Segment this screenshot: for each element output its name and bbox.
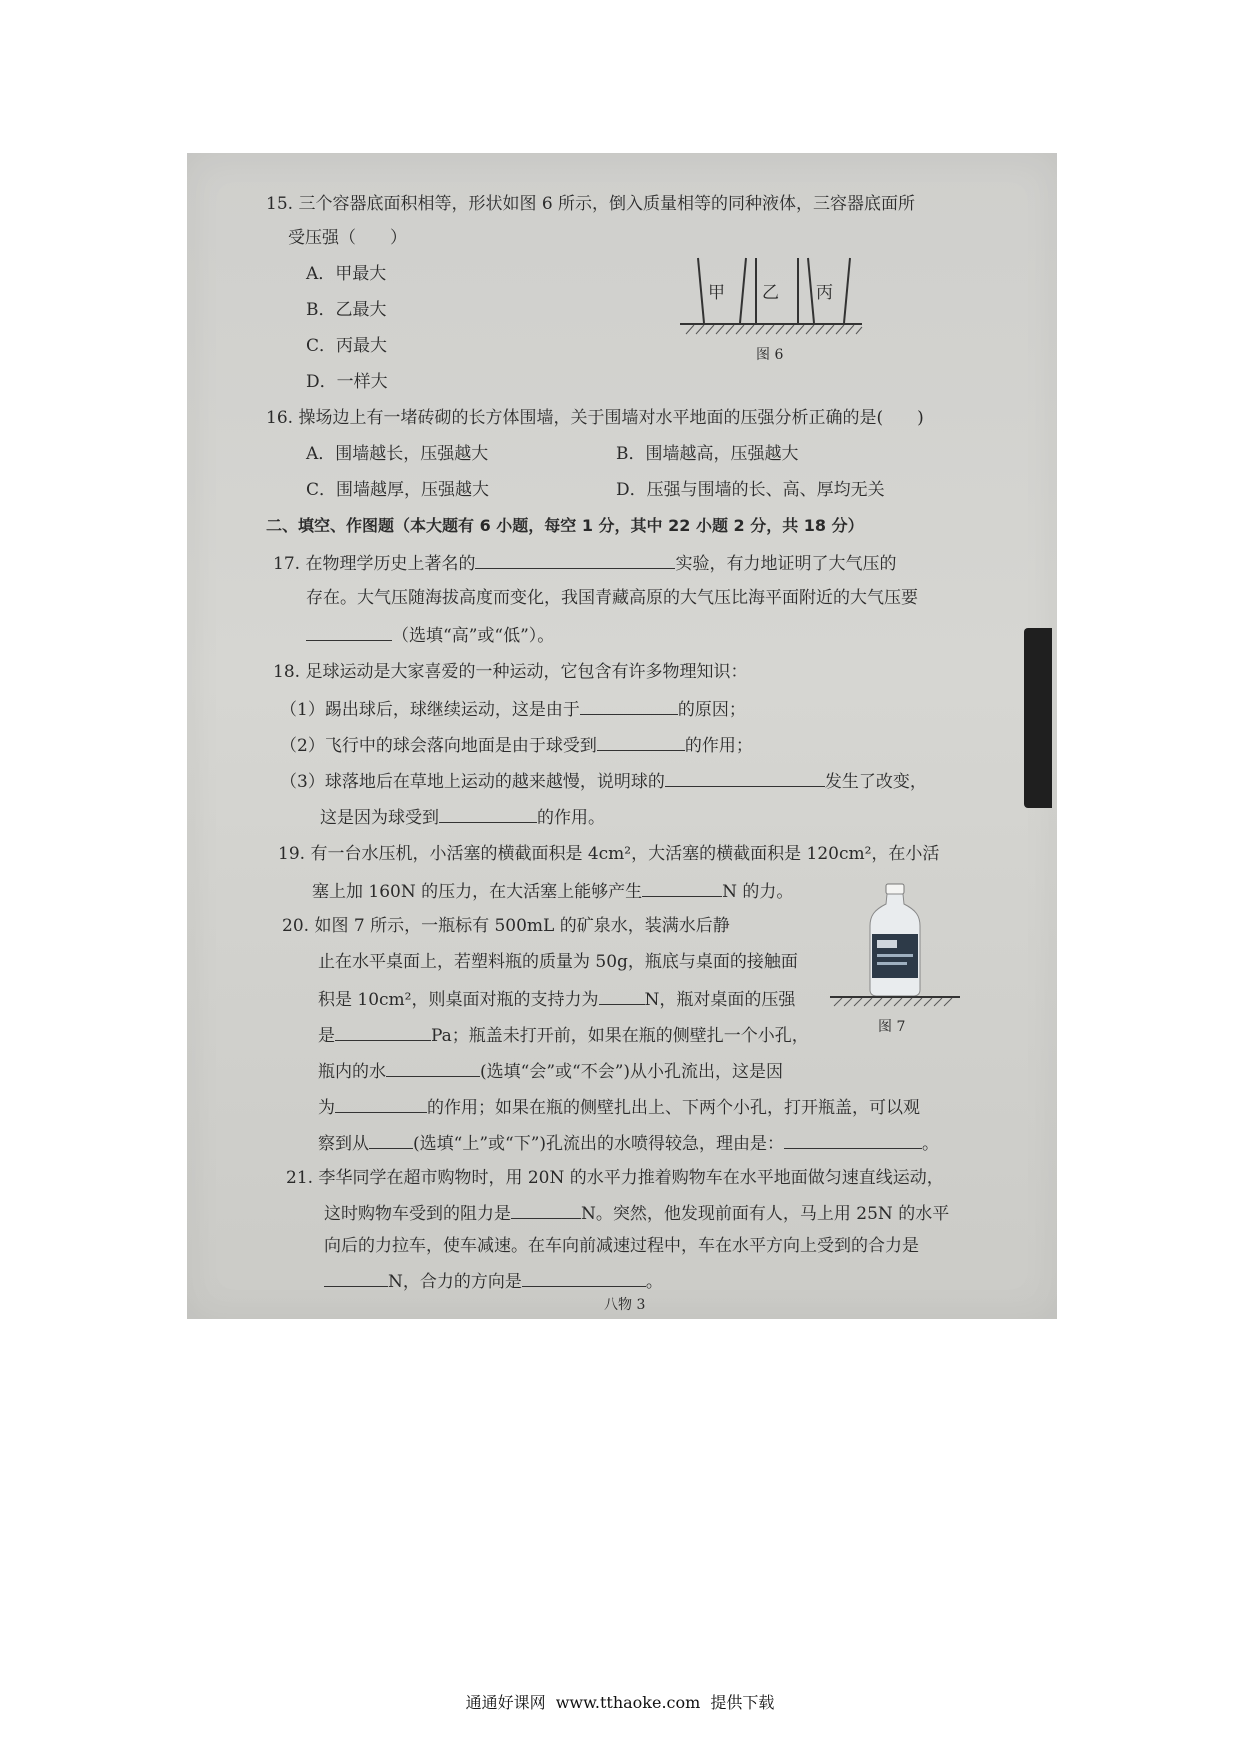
q18-part3 bbox=[280, 768, 927, 794]
q20-text-6b: 的作用；如果在瓶的侧壁扎出上、下两个小孔，打开瓶盖，可以观 bbox=[427, 1098, 920, 1118]
q20-blank-2[interactable] bbox=[335, 1022, 431, 1041]
q18-p3-text-d: 的作用。 bbox=[537, 808, 605, 828]
q15-option-b: B．乙最大 bbox=[306, 300, 387, 320]
q16-option-d: D．压强与围墙的长、高、厚均无关 bbox=[616, 480, 885, 500]
q18-p1-text-a: （1）踢出球后，球继续运动，这是由于 bbox=[280, 700, 580, 720]
q21-line1: 21. 李华同学在超市购物时，用 20N 的水平力推着购物车在水平地面做匀速直线运动， bbox=[286, 1168, 944, 1188]
q17-text-a: 17. 在物理学历史上著名的 bbox=[273, 554, 476, 574]
q18-blank-4[interactable] bbox=[439, 804, 537, 823]
q20-blank-6[interactable] bbox=[784, 1130, 922, 1149]
q18-part2 bbox=[280, 732, 753, 758]
q20-line2: 止在水平桌面上，若塑料瓶的质量为 50g，瓶底与桌面的接触面 bbox=[318, 952, 798, 972]
q20-text-5a: 瓶内的水 bbox=[318, 1062, 386, 1082]
download-note bbox=[0, 1690, 1240, 1713]
q20-line7 bbox=[318, 1130, 939, 1156]
q20-line1: 20. 如图 7 所示，一瓶标有 500mL 的矿泉水，装满水后静 bbox=[282, 916, 730, 936]
q20-blank-3[interactable] bbox=[386, 1058, 480, 1077]
q17-blank-1[interactable] bbox=[475, 550, 675, 569]
q21-blank-3[interactable] bbox=[522, 1268, 646, 1287]
q18-part3-cont bbox=[320, 804, 605, 830]
q18-p3-text-b: 发生了改变， bbox=[824, 772, 927, 792]
q18-p1-text-b: 的原因； bbox=[677, 700, 746, 720]
q20-text-7c: 。 bbox=[922, 1134, 940, 1154]
q16-option-b: B．围墙越高，压强越大 bbox=[616, 444, 799, 464]
q19-blank[interactable] bbox=[642, 878, 722, 897]
q18-blank-3[interactable] bbox=[665, 768, 825, 787]
figure-6-label-yi: 乙 bbox=[762, 283, 779, 303]
q20-text-3b: N，瓶对桌面的压强 bbox=[644, 990, 796, 1010]
q16-option-c: C．围墙越厚，压强越大 bbox=[306, 480, 490, 500]
q20-text-5b: (选填“会”或“不会”)从小孔流出，这是因 bbox=[480, 1062, 784, 1082]
q20-line3 bbox=[318, 986, 795, 1012]
q21-line4 bbox=[324, 1268, 663, 1294]
q21-text-2b: N。突然，他发现前面有人，马上用 25N 的水平 bbox=[581, 1204, 950, 1224]
q20-text-7a: 察到从 bbox=[318, 1134, 369, 1154]
q16-stem: 16. 操场边上有一堵砖砌的长方体围墙，关于围墙对水平地面的压强分析正确的是( ) bbox=[266, 408, 924, 428]
q19-line2 bbox=[312, 878, 793, 904]
q19-text-a: 塞上加 160N 的压力，在大活塞上能够产生 bbox=[312, 882, 643, 902]
q20-line4 bbox=[318, 1022, 809, 1048]
q20-line5 bbox=[318, 1058, 783, 1084]
binder-clip bbox=[1024, 628, 1052, 808]
q20-line6 bbox=[318, 1094, 920, 1120]
figure-6-label-bing: 丙 bbox=[816, 283, 833, 303]
q20-text-4a: 是 bbox=[318, 1026, 335, 1046]
q21-line2 bbox=[324, 1200, 949, 1226]
page-number: 八物 3 bbox=[604, 1297, 646, 1313]
q17-text-b: 实验，有力地证明了大气压的 bbox=[675, 554, 897, 574]
q20-text-4b: Pa；瓶盖未打开前，如果在瓶的侧壁扎一个小孔， bbox=[431, 1026, 809, 1046]
q20-text-7b: (选填“上”或“下”)孔流出的水喷得较急，理由是： bbox=[413, 1134, 785, 1154]
figure-6-caption: 图 6 bbox=[756, 347, 784, 363]
q21-blank-2[interactable] bbox=[324, 1268, 388, 1287]
q15-line2: 受压强（ ） bbox=[288, 228, 407, 248]
q18-p2-text-a: （2）飞行中的球会落向地面是由于球受到 bbox=[280, 736, 597, 756]
figure-7-caption: 图 7 bbox=[878, 1019, 906, 1035]
q15-line1: 15. 三个容器底面积相等，形状如图 6 所示，倒入质量相等的同种液体，三容器底面所 bbox=[266, 194, 916, 214]
q17-line3 bbox=[306, 622, 554, 648]
q21-line3: 向后的力拉车，使车减速。在车向前减速过程中，车在水平方向上受到的合力是 bbox=[324, 1236, 919, 1256]
q21-blank-1[interactable] bbox=[511, 1200, 581, 1219]
q19-line1: 19. 有一台水压机，小活塞的横截面积是 4cm²，大活塞的横截面积是 120cm²，在小活 bbox=[278, 844, 940, 864]
download-action: 提供下载 bbox=[710, 1693, 775, 1712]
q20-blank-1[interactable] bbox=[599, 986, 645, 1005]
q16-option-a: A．围墙越长，压强越大 bbox=[306, 444, 489, 464]
q20-blank-5[interactable] bbox=[369, 1130, 413, 1149]
q21-text-4a: N，合力的方向是 bbox=[388, 1272, 522, 1292]
q15-option-a: A．甲最大 bbox=[306, 264, 387, 284]
q18-p3-text-c: 这是因为球受到 bbox=[320, 808, 439, 828]
q19-text-b: N 的力。 bbox=[722, 882, 794, 902]
download-url[interactable]: www.tthaoke.com bbox=[555, 1693, 701, 1712]
q20-blank-4[interactable] bbox=[335, 1094, 427, 1113]
q18-blank-2[interactable] bbox=[597, 732, 685, 751]
q17-blank-2[interactable] bbox=[306, 622, 392, 641]
q15-option-c: C．丙最大 bbox=[306, 336, 388, 356]
q20-text-6a: 为 bbox=[318, 1098, 335, 1118]
q17-text-d: （选填“高”或“低”）。 bbox=[392, 626, 555, 646]
section-2-heading: 二、填空、作图题（本大题有 6 小题，每空 1 分，其中 22 小题 2 分，共 18 分） bbox=[266, 516, 864, 535]
q21-text-4b: 。 bbox=[645, 1272, 663, 1292]
q18-p3-text-a: （3）球落地后在草地上运动的越来越慢，说明球的 bbox=[280, 772, 665, 792]
q20-text-3a: 积是 10cm²，则桌面对瓶的支持力为 bbox=[318, 990, 599, 1010]
figure-7-bottle bbox=[830, 880, 960, 1010]
q15-option-d: D．一样大 bbox=[306, 372, 388, 392]
download-site: 通通好课网 bbox=[465, 1693, 546, 1712]
q17-line1 bbox=[273, 550, 896, 576]
q21-text-2a: 这时购物车受到的阻力是 bbox=[324, 1204, 511, 1224]
q18-part1 bbox=[280, 696, 746, 722]
q18-blank-1[interactable] bbox=[580, 696, 678, 715]
q18-stem: 18. 足球运动是大家喜爱的一种运动，它包含有许多物理知识： bbox=[273, 662, 748, 682]
q17-line2: 存在。大气压随海拔高度而变化，我国青藏高原的大气压比海平面附近的大气压要 bbox=[306, 588, 918, 608]
figure-6-label-jia: 甲 bbox=[708, 283, 725, 303]
q18-p2-text-b: 的作用； bbox=[684, 736, 753, 756]
